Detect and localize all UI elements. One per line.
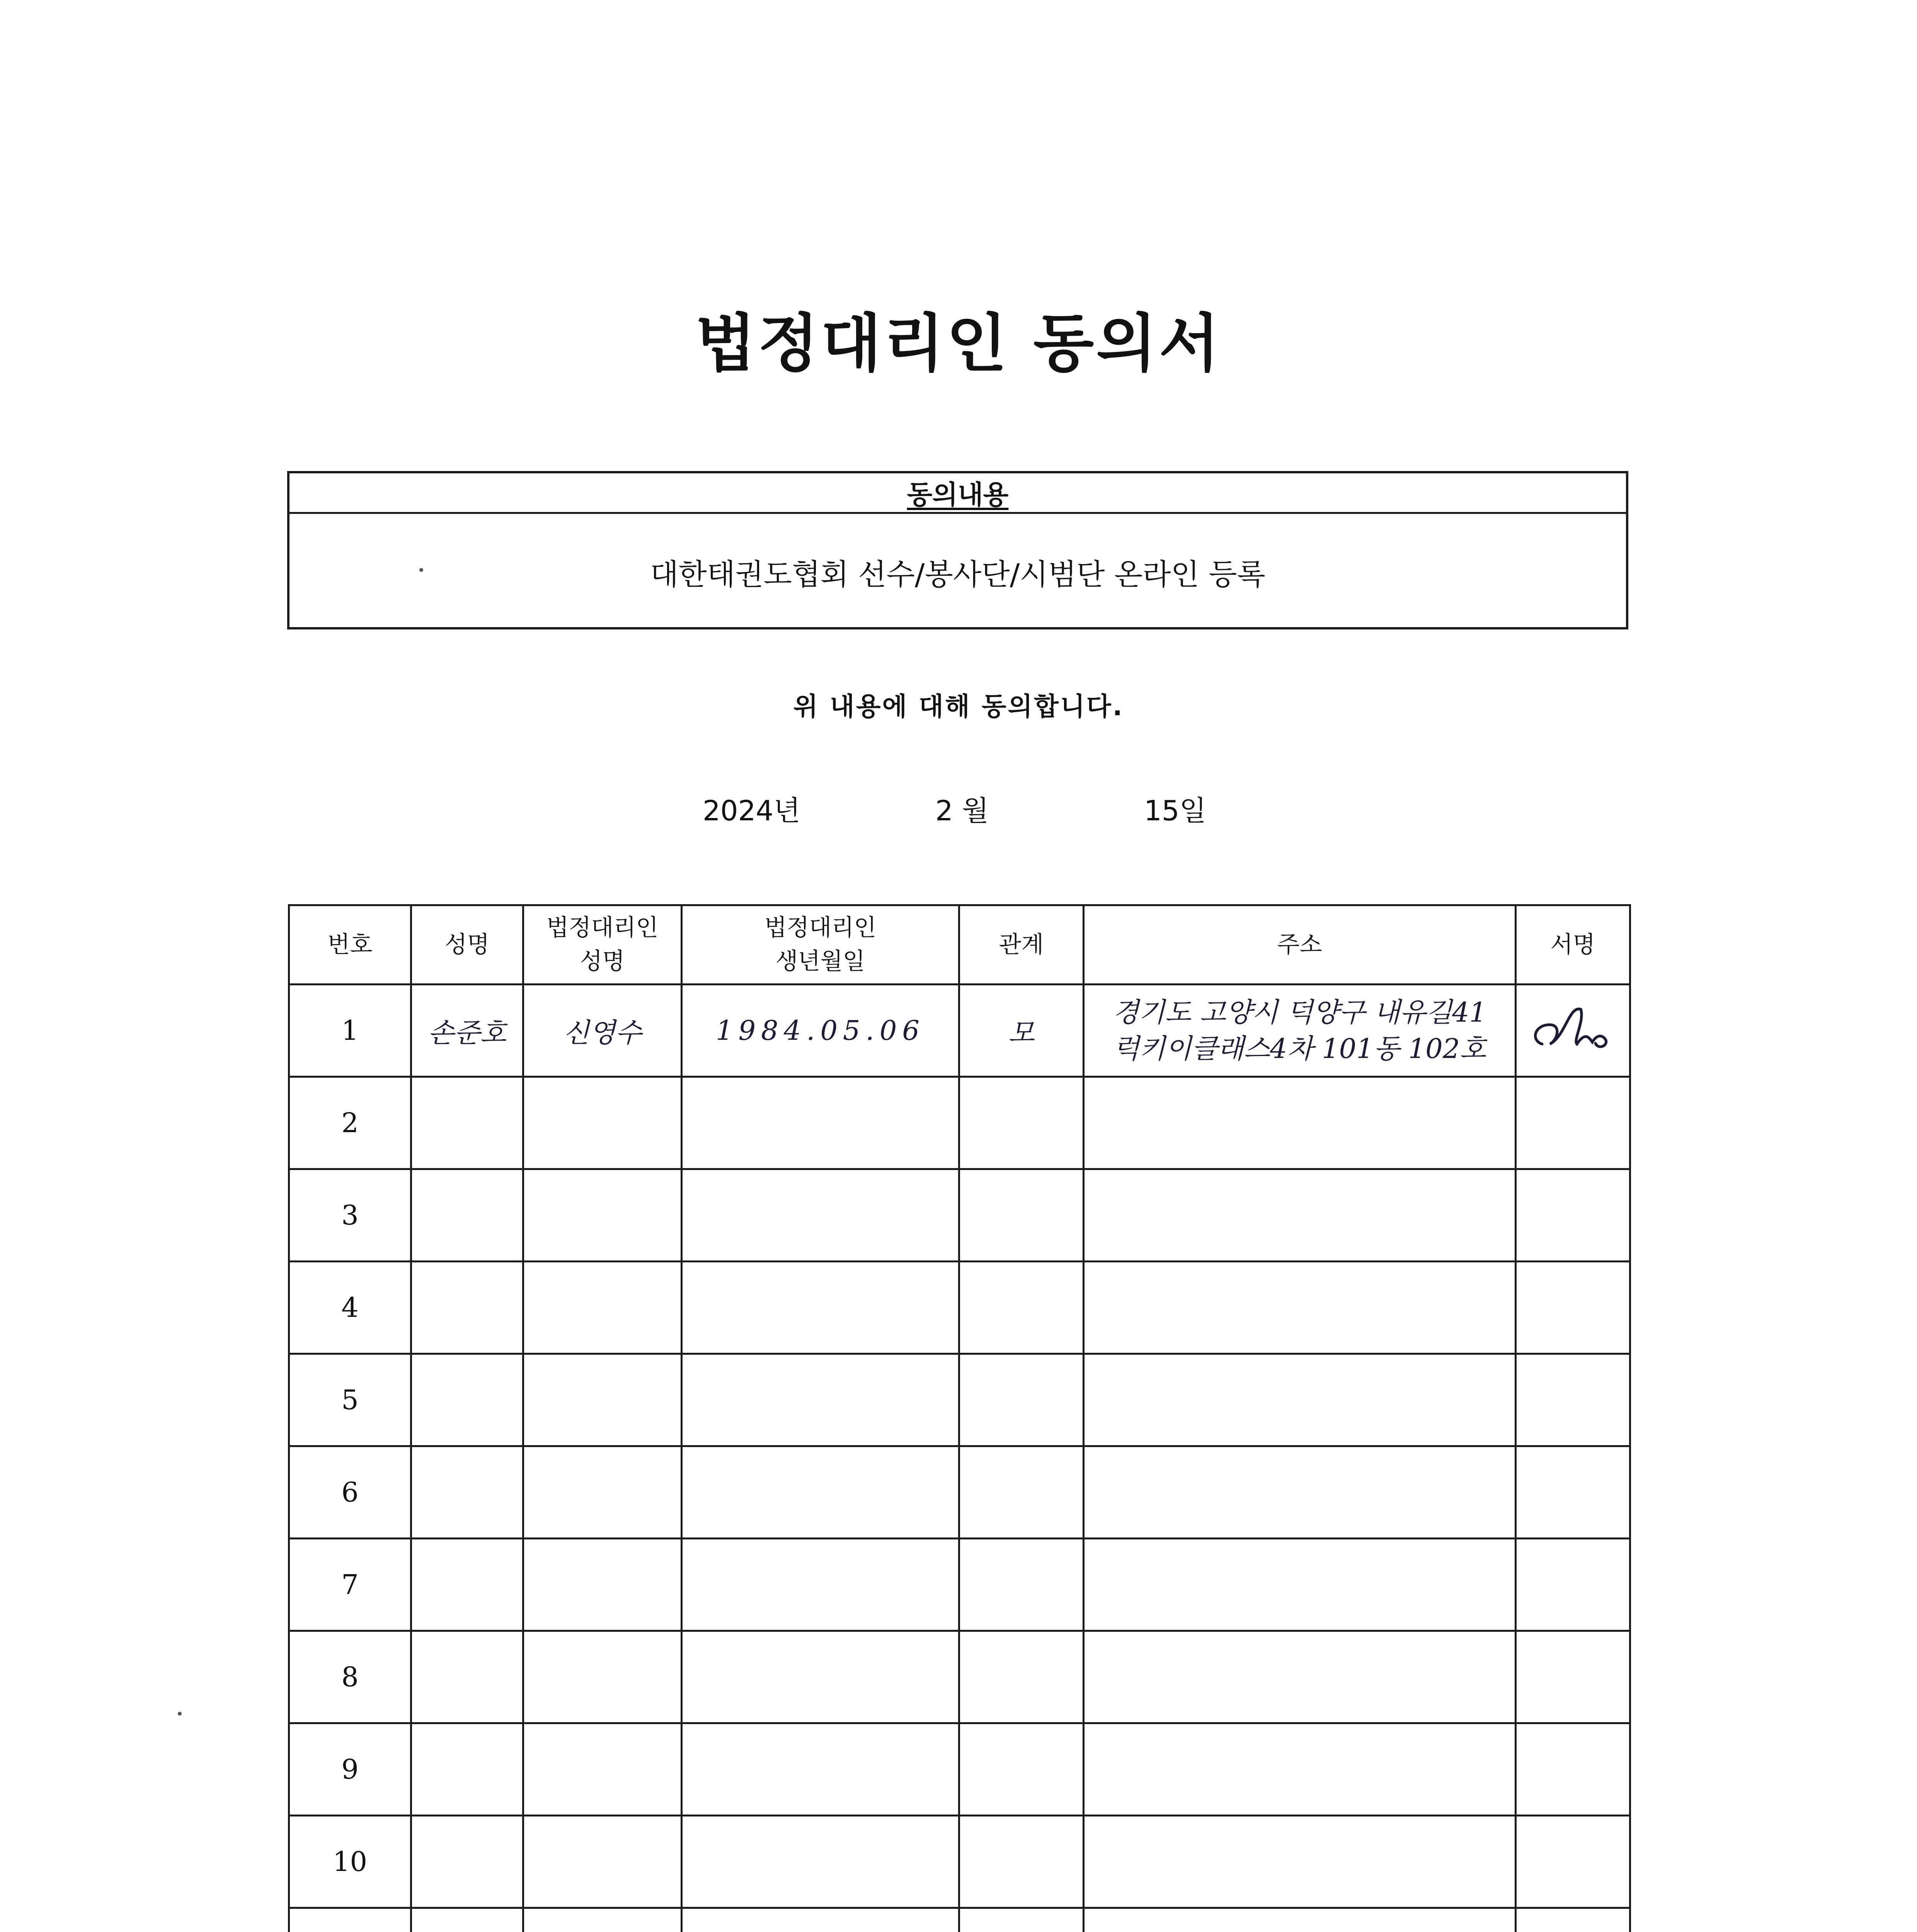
guardian-name bbox=[523, 1908, 682, 1932]
table-row bbox=[289, 1631, 1630, 1723]
guardian-name bbox=[523, 1816, 682, 1908]
row-number: 10 bbox=[289, 1816, 411, 1908]
row-number: 3 bbox=[289, 1169, 411, 1262]
relation bbox=[959, 1169, 1084, 1262]
guardian-name bbox=[523, 1631, 682, 1723]
page-title: 법정대리인 동의서 bbox=[695, 308, 1222, 380]
signature bbox=[1516, 1723, 1630, 1816]
guardian-birthdate bbox=[682, 1446, 959, 1539]
signature bbox=[1516, 1169, 1630, 1262]
signature bbox=[1516, 1539, 1630, 1631]
relation bbox=[959, 1446, 1084, 1539]
student-name bbox=[411, 1723, 523, 1816]
signature bbox=[1516, 1446, 1630, 1539]
consent-body: 대한태권도협회 선수/봉사단/시범단 온라인 등록 bbox=[650, 557, 1265, 592]
guardian-name bbox=[523, 1169, 682, 1262]
student-name bbox=[411, 1077, 523, 1169]
table-row bbox=[289, 1908, 1630, 1932]
guardian-birthdate bbox=[682, 1723, 959, 1816]
row-number: 6 bbox=[289, 1446, 411, 1539]
row-number: 1 bbox=[289, 985, 411, 1077]
relation bbox=[959, 1077, 1084, 1169]
scan-speck bbox=[419, 568, 423, 572]
address bbox=[1084, 1262, 1516, 1354]
header-relation: 관계 bbox=[959, 905, 1084, 985]
address bbox=[1084, 985, 1516, 1077]
guardian-name bbox=[523, 1077, 682, 1169]
header-guardian-birth: 법정대리인 생년월일 bbox=[682, 905, 959, 985]
student-name bbox=[411, 1262, 523, 1354]
relation bbox=[959, 1908, 1084, 1932]
table-row bbox=[289, 1077, 1630, 1169]
guardian-birthdate bbox=[682, 1816, 959, 1908]
address-line-2: 럭키이클래스4차 101동 102호 bbox=[1113, 1033, 1486, 1065]
consent-header: 동의내용 bbox=[289, 473, 1626, 514]
consent-box bbox=[287, 471, 1628, 629]
relation bbox=[959, 1723, 1084, 1816]
student-name bbox=[411, 1169, 523, 1262]
guardian-name bbox=[523, 1446, 682, 1539]
guardian-birthdate bbox=[682, 1262, 959, 1354]
guardian-name: 신영수 bbox=[523, 985, 682, 1077]
student-name bbox=[411, 1908, 523, 1932]
address bbox=[1084, 1816, 1516, 1908]
table-row bbox=[289, 985, 1630, 1077]
address bbox=[1084, 1077, 1516, 1169]
address-line-1: 경기도 고양시 덕양구 내유길41 bbox=[1112, 996, 1487, 1028]
relation bbox=[959, 1539, 1084, 1631]
agreement-statement: 위 내용에 대해 동의합니다. bbox=[793, 692, 1124, 721]
row-number: 5 bbox=[289, 1354, 411, 1446]
address bbox=[1084, 1354, 1516, 1446]
table-row bbox=[289, 1169, 1630, 1262]
guardian-birthdate bbox=[682, 1077, 959, 1169]
table-row bbox=[289, 1354, 1630, 1446]
table-row bbox=[289, 1262, 1630, 1354]
relation bbox=[959, 1354, 1084, 1446]
guardian-birthdate bbox=[682, 1631, 959, 1723]
guardian-birthdate bbox=[682, 1539, 959, 1631]
relation bbox=[959, 1816, 1084, 1908]
row-number: 7 bbox=[289, 1539, 411, 1631]
table-body bbox=[289, 985, 1630, 1932]
header-signature: 서명 bbox=[1516, 905, 1630, 985]
student-name bbox=[411, 1354, 523, 1446]
student-name bbox=[411, 1816, 523, 1908]
guardian-name bbox=[523, 1262, 682, 1354]
student-name bbox=[411, 1631, 523, 1723]
row-number: 2 bbox=[289, 1077, 411, 1169]
table-row bbox=[289, 1446, 1630, 1539]
signature bbox=[1516, 1631, 1630, 1723]
date-month: 2 월 bbox=[935, 794, 989, 827]
guardian-birthdate: 1984.05.06 bbox=[682, 985, 959, 1077]
student-name bbox=[411, 1446, 523, 1539]
header-address: 주소 bbox=[1084, 905, 1516, 985]
address bbox=[1084, 1446, 1516, 1539]
date-day: 15일 bbox=[1144, 794, 1207, 827]
row-number: 9 bbox=[289, 1723, 411, 1816]
address bbox=[1084, 1908, 1516, 1932]
date-year: 2024년 bbox=[703, 794, 800, 827]
address bbox=[1084, 1169, 1516, 1262]
signature-mark bbox=[1527, 998, 1619, 1063]
guardian-name bbox=[523, 1539, 682, 1631]
guardian-name bbox=[523, 1354, 682, 1446]
signature bbox=[1516, 1354, 1630, 1446]
signature bbox=[1516, 1262, 1630, 1354]
guardian-birthdate bbox=[682, 1908, 959, 1932]
address bbox=[1084, 1723, 1516, 1816]
table-row bbox=[289, 1816, 1630, 1908]
header-number: 번호 bbox=[289, 905, 411, 985]
header-name: 성명 bbox=[411, 905, 523, 985]
guardian-table bbox=[288, 904, 1631, 1932]
student-name bbox=[411, 1539, 523, 1631]
signature bbox=[1516, 985, 1630, 1077]
address bbox=[1084, 1631, 1516, 1723]
guardian-birthdate bbox=[682, 1169, 959, 1262]
table-row bbox=[289, 1723, 1630, 1816]
guardian-name bbox=[523, 1723, 682, 1816]
guardian-birthdate bbox=[682, 1354, 959, 1446]
table-row bbox=[289, 1539, 1630, 1631]
relation bbox=[959, 1262, 1084, 1354]
row-number: 4 bbox=[289, 1262, 411, 1354]
scan-speck bbox=[178, 1712, 182, 1716]
relation bbox=[959, 1631, 1084, 1723]
row-number bbox=[289, 1908, 411, 1932]
signature bbox=[1516, 1908, 1630, 1932]
signature bbox=[1516, 1077, 1630, 1169]
table-header-row bbox=[289, 905, 1630, 985]
student-name: 손준호 bbox=[411, 985, 523, 1077]
relation: 모 bbox=[959, 985, 1084, 1077]
signature bbox=[1516, 1816, 1630, 1908]
address bbox=[1084, 1539, 1516, 1631]
header-guardian-name: 법정대리인 성명 bbox=[523, 905, 682, 985]
row-number: 8 bbox=[289, 1631, 411, 1723]
